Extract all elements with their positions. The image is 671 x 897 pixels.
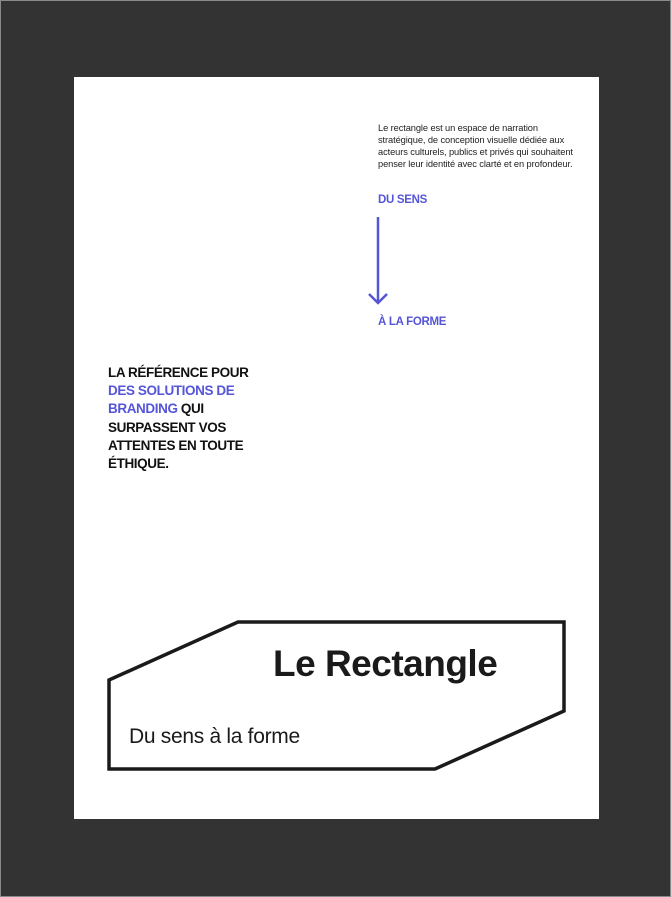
document-page bbox=[74, 77, 599, 819]
to-label: À LA FORME bbox=[378, 316, 447, 328]
headline-part1: LA RÉFÉRENCE POUR bbox=[108, 365, 249, 380]
headline-part2: QUI SURPASSENT VOS ATTENTES EN TOUTE ÉTHIQUE. bbox=[108, 401, 244, 472]
logo-frame bbox=[74, 77, 599, 819]
intro-paragraph: Le rectangle est un espace de narration stratégique, de conception visuelle dédiée aux acteurs culturels, publics et privés qui souhaitent penser leur identité avec clarté et en profondeur. bbox=[378, 123, 573, 169]
from-label: DU SENS bbox=[378, 194, 428, 206]
logo-tagline: Du sens à la forme bbox=[129, 725, 300, 748]
headline-accent: DES SOLUTIONS DE BRANDING bbox=[108, 383, 235, 417]
logo-name: Le Rectangle bbox=[273, 643, 498, 684]
